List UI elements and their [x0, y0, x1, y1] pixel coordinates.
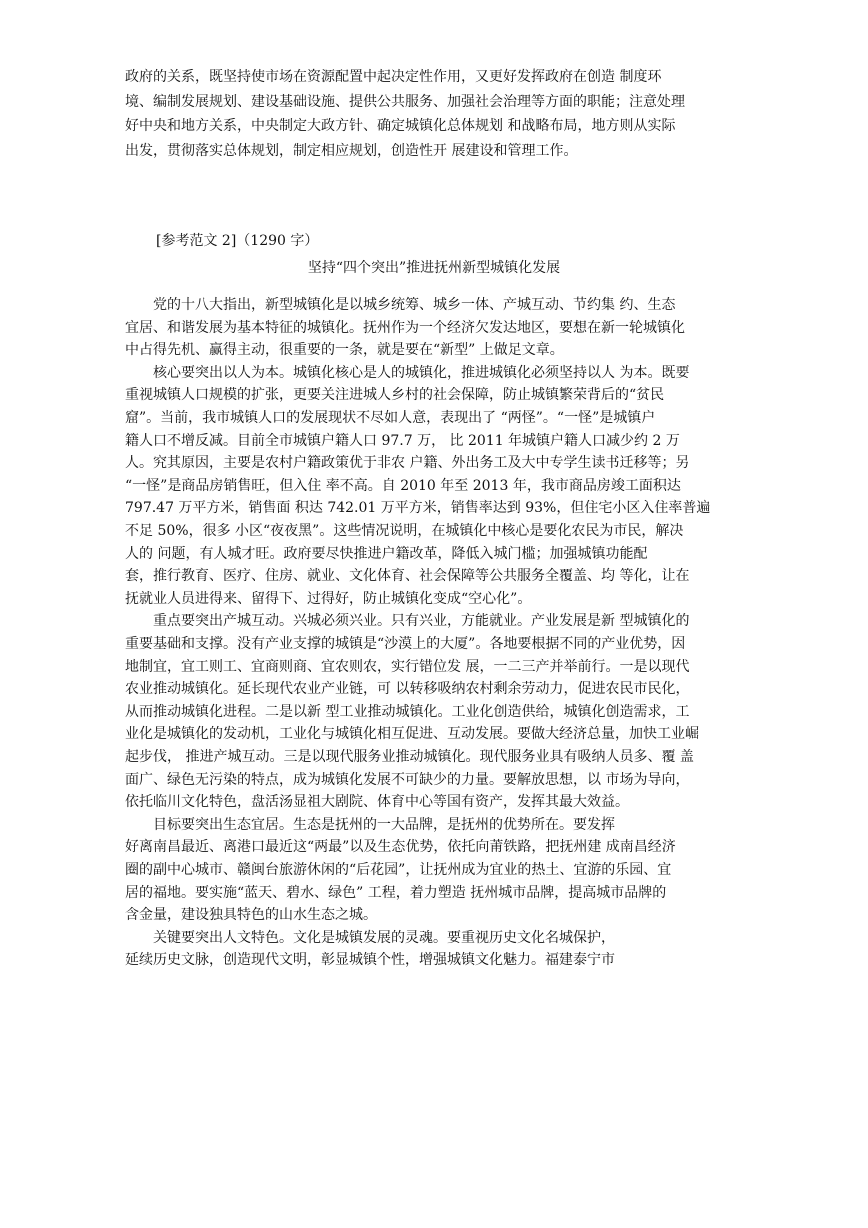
text-line: 核心要突出以人为本。城镇化核心是人的城镇化，推进城镇化必须坚持以人 为本。既要 — [125, 364, 690, 381]
text-line: 好离南昌最近、离港口最近这“两最”以及生态优势，依托向莆铁路，把抚州建 成南昌经济 — [125, 839, 676, 856]
text-line: 政府的关系，既坚持使市场在资源配置中起决定性作用，又更好发挥政府在创造 制度环 — [125, 69, 662, 85]
text-line: 关键要突出人文特色。文化是城镇发展的灵魂。要重视历史文化名城保护， — [125, 929, 615, 946]
text-line: 抚就业人员进得来、留得下、过得好，防止城镇化变成“空心化”。 — [125, 590, 532, 607]
text-line: 重点要突出产城互动。兴城必须兴业。只有兴业，方能就业。产业发展是新 型城镇化的 — [125, 613, 690, 630]
text-line: 人。究其原因，主要是农村户籍政策优于非农 户籍、外出务工及大中专学生读书迁移等；另 — [125, 455, 690, 472]
essay-title: 坚持“四个突出”推进抚州新型城镇化发展 — [307, 260, 561, 276]
text-line: 延续历史文脉，创造现代文明，彰显城镇个性，增强城镇文化魅力。福建泰宁市 — [125, 952, 615, 969]
text-line: 依托临川文化特色，盘活汤显祖大剧院、体育中心等国有资产，发挥其最大效益。 — [125, 794, 629, 811]
text-line: 起步伐， 推进产城互动。三是以现代服务业推动城镇化。现代服务业具有吸纳人员多、覆 盖 — [125, 749, 694, 765]
text-line: 农业推动城镇化。延长现代农业产业链，可 以转移吸纳农村剩余劳动力，促进农民市民化， — [125, 681, 690, 698]
text-line: 好中央和地方关系，中央制定大政方针、确定城镇化总体规划 和战略布局，地方则从实际 — [125, 118, 676, 134]
text-line: 出发，贯彻落实总体规划，制定相应规划，创造性开 展建设和管理工作。 — [125, 142, 578, 159]
text-line: 重要基础和支撑。没有产业支撑的城镇是“沙漠上的大厦”。各地要根据不同的产业优势，因 — [125, 636, 686, 652]
text-line: 宜居、和谐发展为基本特征的城镇化。抚州作为一个经济欠发达地区，要想在新一轮城镇化 — [125, 319, 685, 336]
text-line: 业化是城镇化的发动机，工业化与城镇化相互促进、互动发展。要做大经济总量，加快工业崛 — [125, 726, 699, 743]
text-line: 含金量，建设独具特色的山水生态之城。 — [125, 907, 377, 924]
text-line: 面广、绿色无污染的特点，成为城镇化发展不可缺少的力量。要解放思想，以 市场为导向， — [125, 771, 690, 788]
text-line: 套，推行教育、医疗、住房、就业、文化体育、社会保障等公共服务全覆盖、均 等化，让在 — [125, 568, 690, 585]
text-line: 不足 50%，很多 小区“夜夜黑”。这些情况说明，在城镇化中核心是要化农民为市民，解决 — [125, 523, 684, 539]
text-line: 地制宜，宜工则工、宜商则商、宜农则农，实行错位发 展，一二三产并举前行。一是以现代 — [125, 658, 690, 675]
text-line: 中占得先机、赢得主动，很重要的一条，就是要在“新型” 上做足文章。 — [125, 342, 564, 359]
text-line: 目标要突出生态宜居。生态是抚州的一大品牌，是抚州的优势所在。要发挥 — [125, 816, 615, 833]
text-line: 居的福地。要实施“蓝天、碧水、绿色” 工程，着力塑造 抚州城市品牌，提高城市品牌的 — [125, 884, 667, 901]
text-line: “一怪”是商品房销售旺，但入住 率不高。自 2010 年至 2013 年，我市商品房竣工面积达 — [125, 477, 681, 494]
text-line: 重视城镇人口规模的扩张，更要关注进城人乡村的社会保障，防止城镇繁荣背后的“贫民 — [125, 387, 665, 404]
reference-label: [参考范文 2]（1290 字） — [156, 233, 319, 249]
text-line: 圈的副中心城市、赣闽台旅游休闲的“后花园”，让抚州成为宜业的热土、宜游的乐园、宜 — [125, 862, 672, 878]
text-line: 境、编制发展规划、建设基础设施、提供公共服务、加强社会治理等方面的职能；注意处理 — [125, 93, 685, 110]
text-line: 籍人口不增反减。目前全市城镇户籍人口 97.7 万， 比 2011 年城镇户籍人口减少约 2 万 — [125, 432, 680, 449]
text-line: 党的十八大指出，新型城镇化是以城乡统筹、城乡一体、产城互动、节约集 约、生态 — [125, 297, 676, 313]
text-line: 797.47 万平方米，销售面 积达 742.01 万平方米，销售率达到 93%，但住宅小区入住率普遍 — [125, 500, 711, 517]
text-line: 人的 问题，有人城才旺。政府要尽快推进户籍改革，降低入城门槛；加强城镇功能配 — [125, 545, 648, 562]
text-line: 从而推动城镇化进程。二是以新 型工业推动城镇化。工业化创造供给，城镇化创造需求，工 — [125, 703, 690, 720]
text-line: 窟”。当前，我市城镇人口的发展现状不尽如人意，表现出了 “两怪”。“一怪”是城镇户 — [125, 410, 656, 426]
